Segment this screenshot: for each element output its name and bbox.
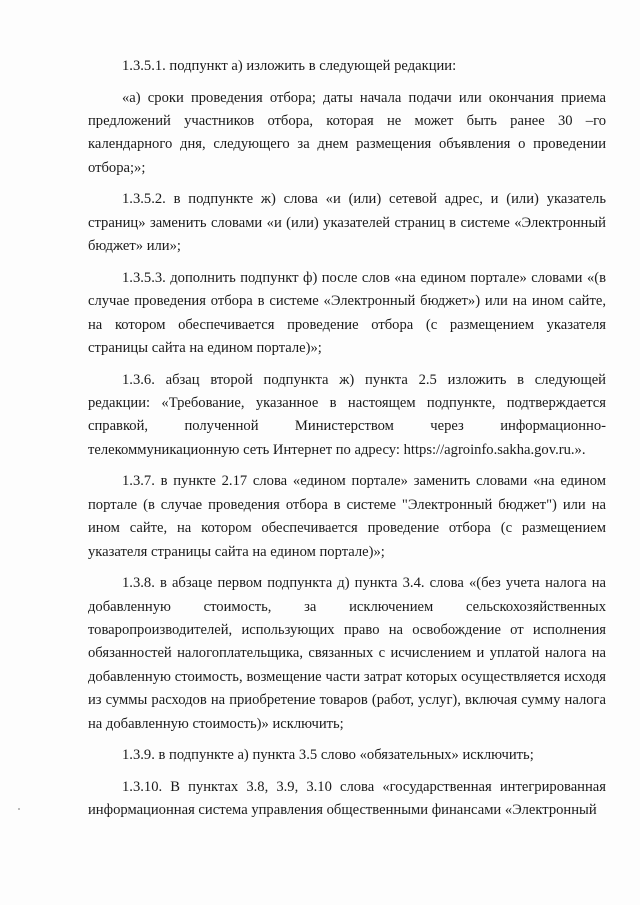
- paragraph-1-3-5-2: 1.3.5.2. в подпункте ж) слова «и (или) сетевой адрес, и (или) указатель страниц» заменить словами «и (или) указателей страниц в системе «Электронный бюджет» или»;: [88, 191, 606, 255]
- document-body: [88, 55, 606, 831]
- paragraph-quote-a: «а) сроки проведения отбора; даты начала подачи или окончания приема предложений участников отбора, которая не может быть ранее 30 –го календарного дня, следующего за днем размещения объявления о проведении отбора;»;: [88, 89, 606, 176]
- paragraph-1-3-9: 1.3.9. в подпункте а) пункта 3.5 слово «обязательных» исключить;: [122, 747, 534, 764]
- paragraph-1-3-6: 1.3.6. абзац второй подпункта ж) пункта 2.5 изложить в следующей редакции: «Требование, указанное в настоящем подпункте, подтверждается справкой, полученной Министерством через информационно-телекоммуникационную сеть Интернет по адресу: https://agroinfo.sakha.gov.ru.».: [88, 371, 606, 458]
- paragraph-1-3-7: 1.3.7. в пункте 2.17 слова «едином портале» заменить словами «на едином портале (в случае проведения отбора в системе "Электронный бюджет") или на ином сайте, на котором обеспечивается проведение отбора (с размещением указателя страницы сайта на едином портале)»;: [88, 473, 606, 560]
- paragraph-1-3-5-1: 1.3.5.1. подпункт а) изложить в следующей редакции:: [122, 58, 457, 74]
- paragraph-1-3-5-3: 1.3.5.3. дополнить подпункт ф) после слов «на едином портале» словами «(в случае проведения отбора в системе «Электронный бюджет») или на ином сайте, на котором обеспечивается проведение отбора (с размещением указателя страницы сайта на едином портале)»;: [88, 269, 606, 357]
- paragraph-1-3-8: 1.3.8. в абзаце первом подпункта д) пункта 3.4. слова «(без учета налога на добавленную стоимость, за исключением сельскохозяйственных товаропроизводителей, использующих право на освобождение от исполнения обязанностей налогоплательщика, связанных с исчислением и уплатой налога на добавленную стоимость, возмещение части затрат которых осуществляется исходя из суммы расходов на приобретение товаров (работ, услуг), включая сумму налога на добавленную стоимость)» исключить;: [88, 575, 606, 732]
- paragraph-1-3-10: 1.3.10. В пунктах 3.8, 3.9, 3.10 слова «государственная интегрированная информационная система управления общественными финансами «Электронный: [88, 778, 606, 819]
- scan-artifact: [18, 808, 20, 810]
